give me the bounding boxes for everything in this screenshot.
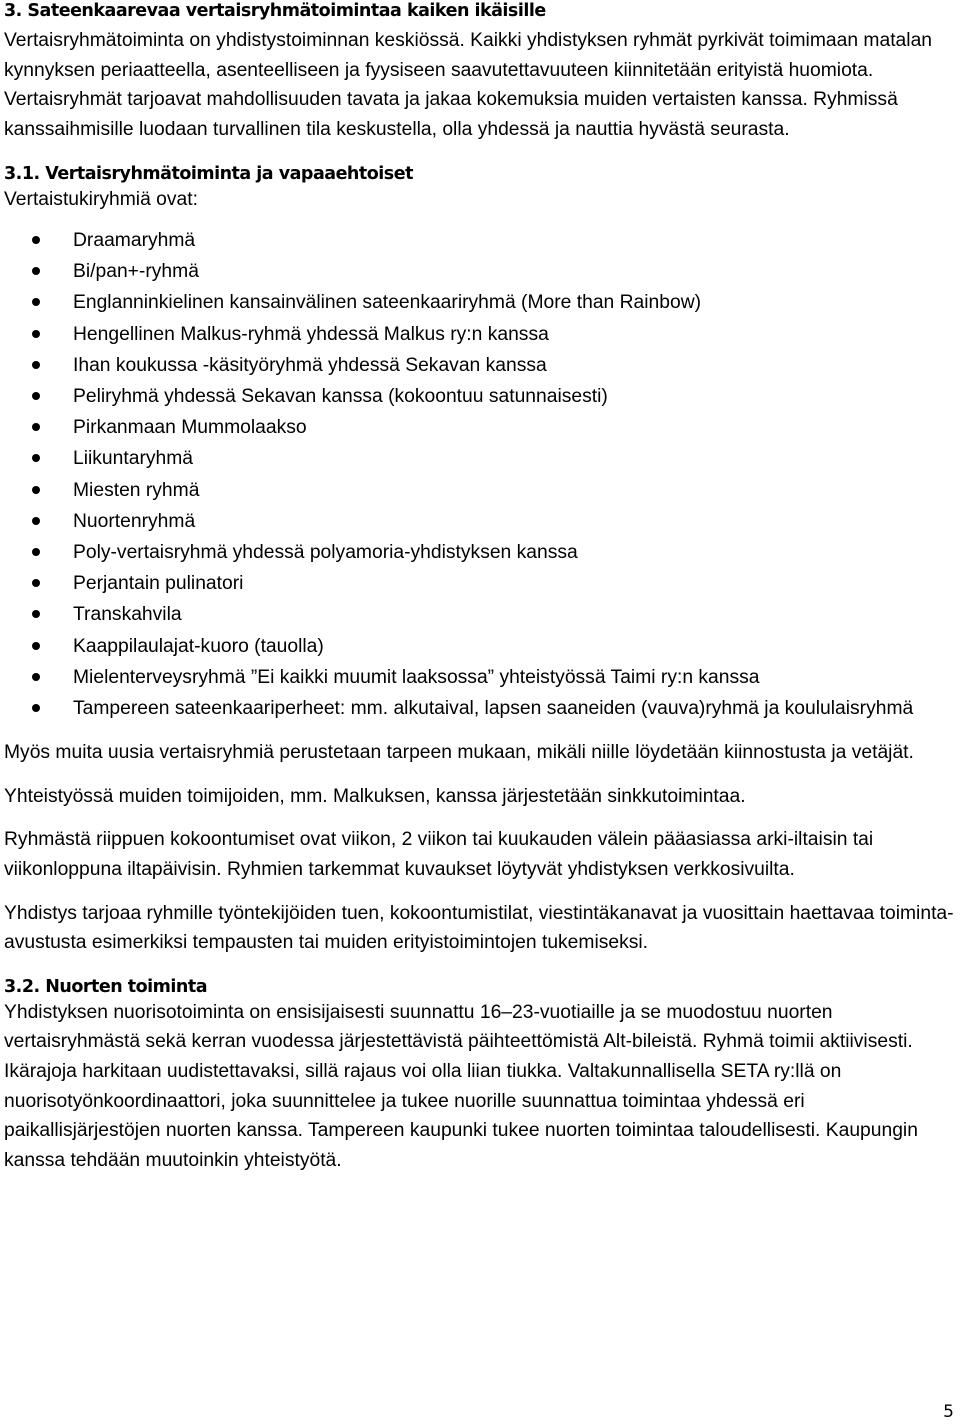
bullet-icon (32, 267, 40, 275)
list-item: Mielenterveysryhmä ”Ei kaikki muumit laaksossa” yhteistyössä Taimi ry:n kanssa (4, 662, 956, 693)
peer-group-list (4, 225, 956, 724)
bullet-icon (32, 423, 40, 431)
list-item: Transkahvila (4, 599, 956, 630)
list-item: Poly-vertaisryhmä yhdessä polyamoria-yhdistyksen kanssa (4, 537, 956, 568)
section-3-intro: Vertaisryhmätoiminta on yhdistystoiminnan keskiössä. Kaikki yhdistyksen ryhmät pyrkivät toimimaan matalan kynnyksen periaatteella, asenteelliseen ja fyysiseen saavutettavuuteen kiinnitetään erityistä huomiota. Vertaisryhmät tarjoavat mahdollisuuden tavata ja jakaa kokemuksia muiden vertaisten kanssa. Ryhmissä kanssaihmisille luodaan turvallinen tila keskustella, olla yhdessä ja nauttia hyvästä seurasta. (4, 30, 933, 140)
list-item: Draamaryhmä (4, 225, 956, 256)
paragraph-new-groups: Myös muita uusia vertaisryhmiä perustetaan tarpeen mukaan, mikäli niille löydetään kiinnostusta ja vetäjät. (4, 742, 914, 764)
bullet-icon (32, 548, 40, 556)
bullet-icon (32, 610, 40, 618)
list-item: Bi/pan+-ryhmä (4, 256, 956, 287)
list-item: Liikuntaryhmä (4, 443, 956, 474)
list-item: Ihan koukussa -käsityöryhmä yhdessä Sekavan kanssa (4, 350, 956, 381)
list-item: Peliryhmä yhdessä Sekavan kanssa (kokoontuu satunnaisesti) (4, 381, 956, 412)
paragraph-support: Yhdistys tarjoaa ryhmille työntekijöiden tuen, kokoontumistilat, viestintäkanavat ja vuosittain haettavaa toiminta-avustusta esimerkiksi tempausten tai muiden erityistoimintojen tukemiseksi. (4, 902, 954, 954)
list-item: Pirkanmaan Mummolaakso (4, 412, 956, 443)
list-item: Kaappilaulajat-kuoro (tauolla) (4, 631, 956, 662)
bullet-icon (32, 361, 40, 369)
list-item: Nuortenryhmä (4, 506, 956, 537)
section-3-1-heading: 3.1. Vertaisryhmätoiminta ja vapaaehtoiset (4, 164, 413, 185)
list-item: Perjantain pulinatori (4, 568, 956, 599)
bullet-icon (32, 642, 40, 650)
bullet-icon (32, 517, 40, 525)
page-number: 5 (943, 1402, 954, 1422)
list-intro: Vertaistukiryhmiä ovat: (4, 189, 198, 211)
list-item: Miesten ryhmä (4, 475, 956, 506)
list-item: Tampereen sateenkaariperheet: mm. alkutaival, lapsen saaneiden (vauva)ryhmä ja koululaisryhmä (4, 693, 956, 724)
paragraph-cooperation: Yhteistyössä muiden toimijoiden, mm. Malkuksen, kanssa järjestetään sinkkutoimintaa. (4, 785, 746, 807)
bullet-icon (32, 704, 40, 712)
list-item: Englanninkielinen kansainvälinen sateenkaariryhmä (More than Rainbow) (4, 287, 956, 318)
bullet-icon (32, 673, 40, 681)
section-3-heading: 3. Sateenkaarevaa vertaisryhmätoimintaa kaiken ikäisille (4, 1, 546, 21)
bullet-icon (32, 298, 40, 306)
bullet-icon (32, 392, 40, 400)
bullet-icon (32, 330, 40, 338)
paragraph-meetings: Ryhmästä riippuen kokoontumiset ovat viikon, 2 viikon tai kuukauden välein pääasiassa arki-iltaisin tai viikonloppuna iltapäivisin. Ryhmien tarkemmat kuvaukset löytyvät yhdistyksen verkkosivuilta. (4, 829, 874, 880)
bullet-icon (32, 454, 40, 462)
list-item: Hengellinen Malkus-ryhmä yhdessä Malkus ry:n kanssa (4, 319, 956, 350)
section-3-2-text: Yhdistyksen nuorisotoiminta on ensisijaisesti suunnattu 16–23-vuotiaille ja se muodostuu nuorten vertaisryhmästä sekä kerran vuodessa järjestettävistä päihteettömistä Alt-bileistä. Ryhmä toimii aktiivisesti. Ikärajoja harkitaan uudistettavaksi, sillä rajaus voi olla liian tiukka. Valtakunnallisella SETA ry:llä on nuorisotyönkoordinaattori, joka suunnittelee ja tukee nuorille suunnattua toimintaa yhdessä eri paikallisjärjestöjen nuorten kanssa. Tampereen kaupunki tukee nuorten toimintaa taloudellisesti. Kaupungin kanssa tehdään muutoinkin yhteistyötä. (4, 1001, 918, 1171)
bullet-icon (32, 236, 40, 244)
document-page (4, 0, 956, 1175)
section-3-2-heading: 3.2. Nuorten toiminta (4, 976, 208, 997)
bullet-icon (32, 486, 40, 494)
bullet-icon (32, 579, 40, 587)
